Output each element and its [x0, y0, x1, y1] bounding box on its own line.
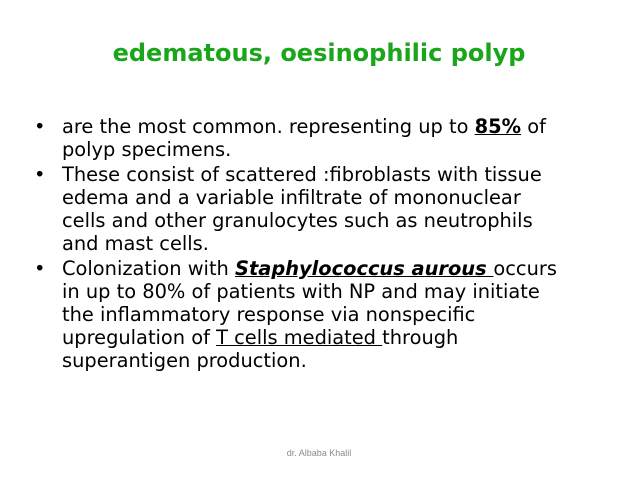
bullet-3-line-1	[62, 257, 634, 280]
t-cells-phrase: T cells mediated	[216, 326, 383, 349]
bullet-3-line-5: superantigen production.	[62, 349, 307, 372]
bullet-1-text: are the most common. representing up to	[62, 115, 475, 138]
bullet-2-line-1: These consist of scattered :fibroblasts with tissue	[62, 163, 542, 186]
bullet-2-line-2: edema and a variable infiltrate of mononuclear	[62, 186, 521, 209]
bullet-1-line-1	[62, 115, 634, 138]
bullet-list	[34, 115, 634, 374]
bullet-1-line-2: polyp specimens.	[62, 138, 232, 161]
bullet-icon: •	[34, 257, 46, 280]
bullet-3-text: Colonization with	[62, 257, 236, 280]
bullet-item-2	[34, 163, 634, 255]
organism-name: Staphylococcus aurous	[235, 257, 494, 280]
bullet-icon: •	[34, 115, 46, 138]
percentage-highlight: 85%	[474, 115, 522, 138]
bullet-item-1	[34, 115, 634, 161]
footer-author: dr. Albaba Khalil	[286, 448, 352, 458]
bullet-3-line-4	[62, 326, 634, 349]
bullet-1-text-end: of	[521, 115, 546, 138]
bullet-3-line-2: in up to 80% of patients with NP and may initiate	[62, 280, 540, 303]
bullet-item-3	[34, 257, 634, 372]
slide-title: edematous, oesinophilic polyp	[112, 39, 526, 67]
bullet-3-text-end: occurs	[493, 257, 557, 280]
bullet-icon: •	[34, 163, 46, 186]
bullet-2-line-4: and mast cells.	[62, 232, 209, 255]
bullet-3-line-3: the inflammatory response via nonspecific	[62, 303, 476, 326]
bullet-3-line-4-text: upregulation of	[62, 326, 217, 349]
bullet-3-line-4-end: through	[382, 326, 459, 349]
bullet-2-line-3: cells and other granulocytes such as neutrophils	[62, 209, 533, 232]
